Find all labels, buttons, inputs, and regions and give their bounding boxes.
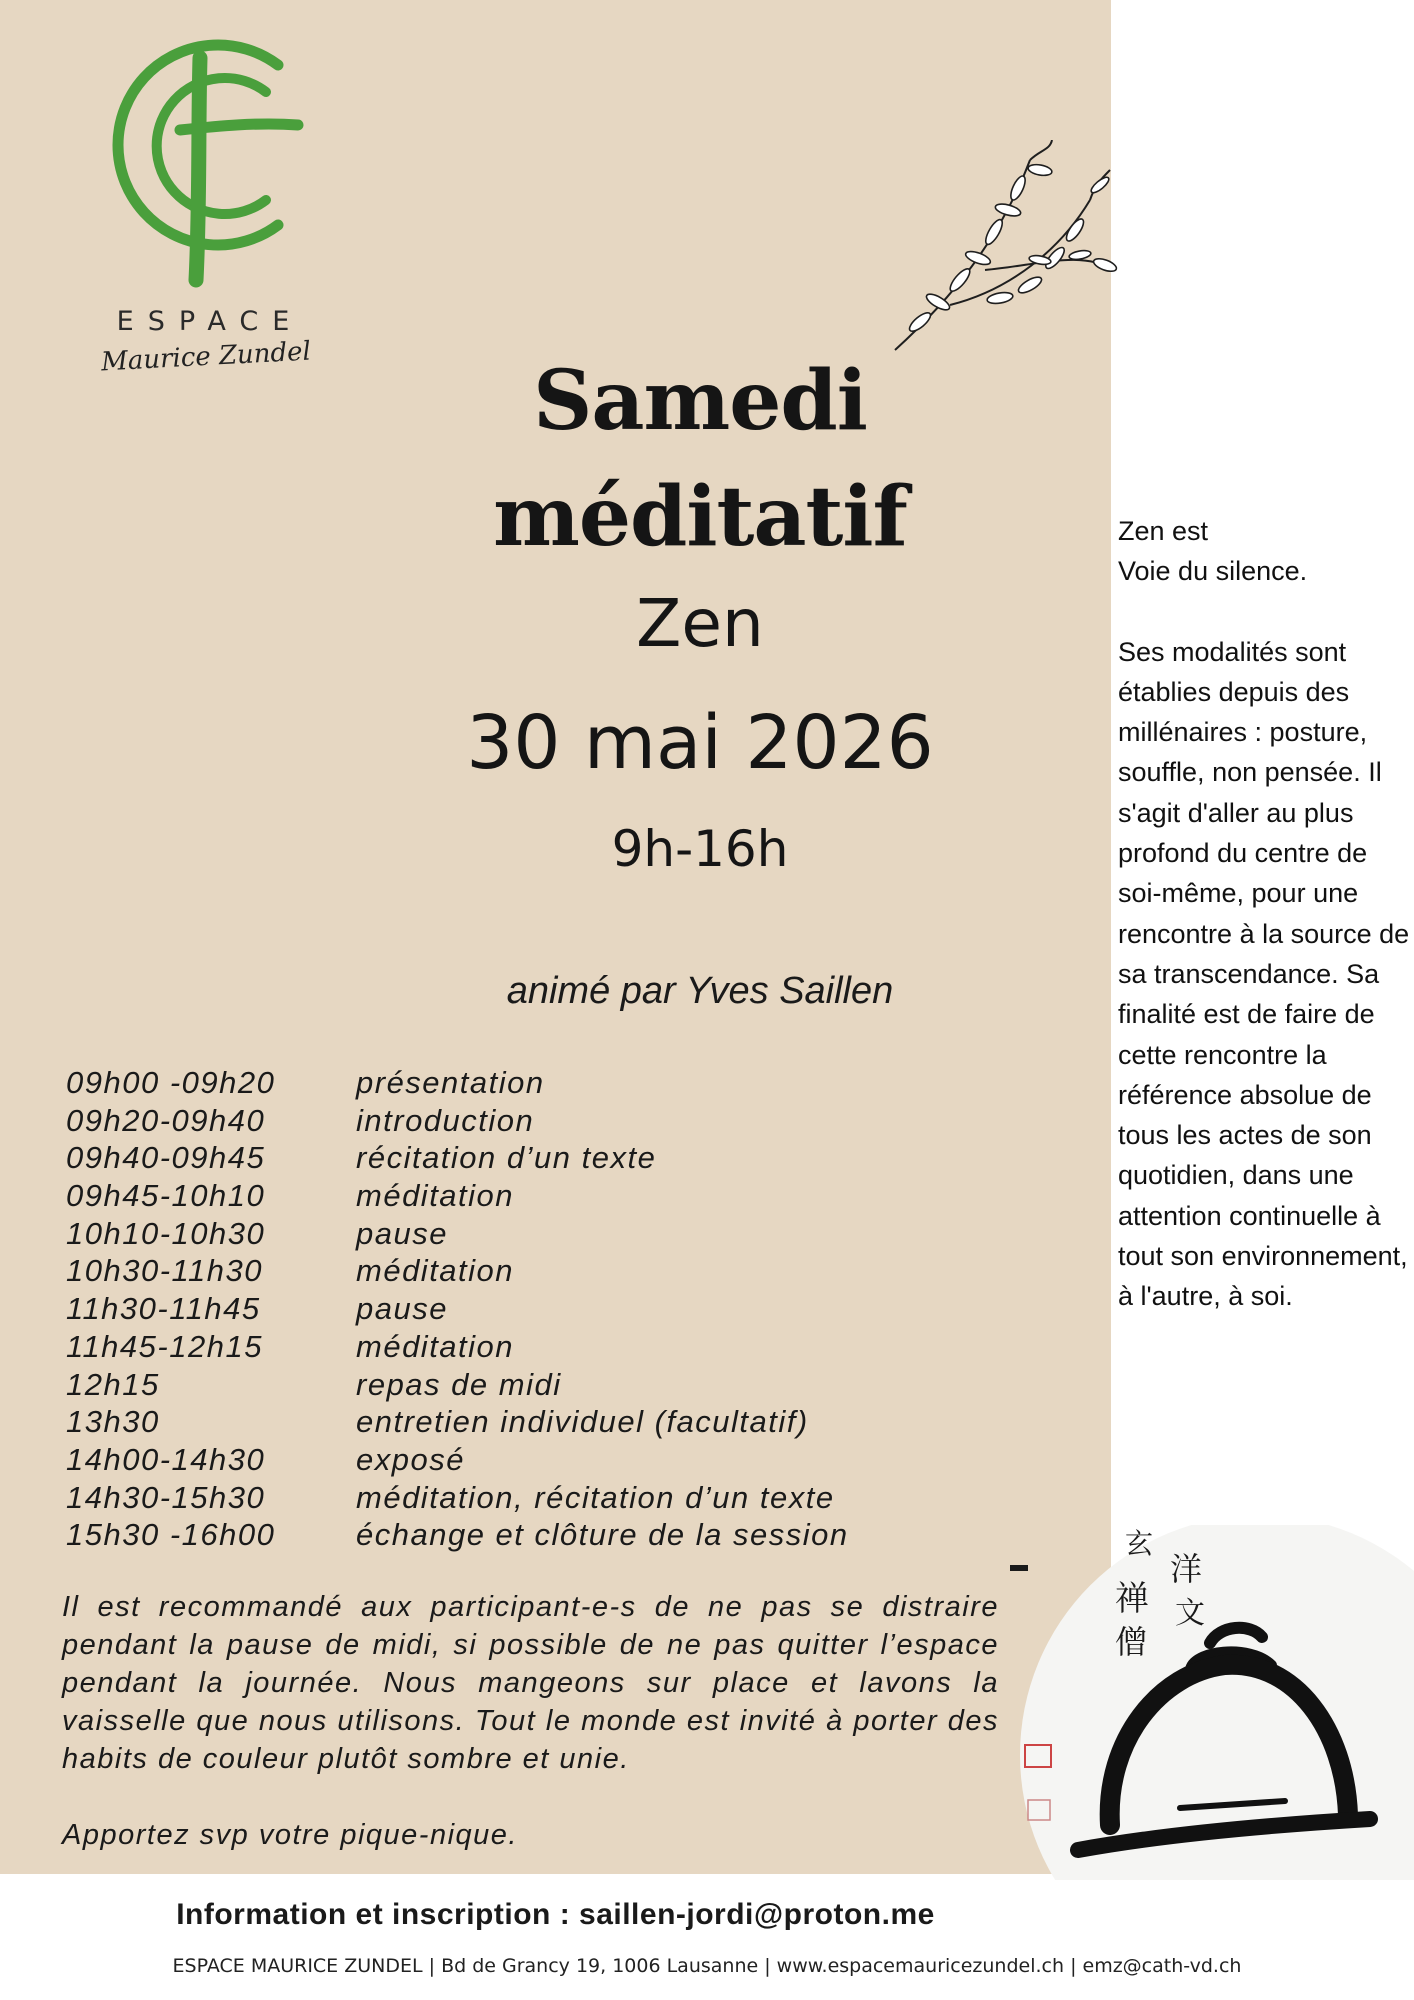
sidebar-body: Ses modalités sont établies depuis des millénaires : posture, souffle, non pensée. Il s'agit d'aller au plus profond du centre de soi-même, pour une rencontre à la source de sa transcendance. Sa finalité est de faire de cette rencontre la référence absolue de tous les actes de son quotidien, dans une attention continuelle à tout son environnement, à l'autre, à soi. bbox=[1118, 636, 1410, 1312]
svg-text:文: 文 bbox=[1175, 1596, 1205, 1631]
schedule-time: 14h30-15h30 bbox=[66, 1479, 266, 1515]
schedule-activity: méditation bbox=[356, 1253, 515, 1289]
schedule-time: 12h15 bbox=[66, 1366, 160, 1402]
schedule-list bbox=[66, 1064, 966, 1554]
schedule-row bbox=[66, 1215, 966, 1253]
schedule-row bbox=[66, 1252, 966, 1290]
schedule-row bbox=[66, 1328, 966, 1366]
schedule-time: 09h00 -09h20 bbox=[66, 1065, 276, 1100]
schedule-row bbox=[66, 1441, 966, 1479]
schedule-activity: méditation, récitation d’un texte bbox=[356, 1479, 835, 1515]
sidebar-intro-2: Voie du silence. bbox=[1118, 556, 1308, 587]
zen-description bbox=[1118, 511, 1410, 1317]
schedule-activity: méditation bbox=[356, 1328, 515, 1364]
footer-address: ESPACE MAURICE ZUNDEL | Bd de Grancy 19, 1006 Lausanne | www.espacemauricezundel.ch | emz@cath-vd.ch bbox=[172, 1955, 1242, 1977]
schedule-time: 11h30-11h45 bbox=[66, 1291, 261, 1327]
subtitle: Zen bbox=[636, 585, 764, 662]
schedule-time: 14h00-14h30 bbox=[66, 1441, 266, 1477]
svg-text:僧: 僧 bbox=[1115, 1623, 1148, 1661]
recommendation-text: Il est recommandé aux participant-e-s de ne pas se distraire pendant la pause de midi, si possible de ne pas quitter l’espace pendant la journée. Nous mangeons sur place et lavons la vaisselle que nous utilisons. Tout le monde est invité à porter des habits de couleur plutôt sombre et unie. bbox=[62, 1591, 999, 1775]
contact-info: Information et inscription : saillen-jordi@proton.me bbox=[176, 1898, 935, 1931]
logo-signature: Maurice Zundel bbox=[100, 336, 312, 378]
title-line-1: Samedi bbox=[533, 353, 867, 449]
event-hours: 9h-16h bbox=[611, 820, 789, 878]
schedule-time: 10h30-11h30 bbox=[66, 1253, 263, 1289]
schedule-time: 15h30 -16h00 bbox=[66, 1517, 276, 1553]
espace-logo bbox=[78, 30, 318, 380]
schedule-activity: introduction bbox=[356, 1102, 535, 1138]
schedule-row bbox=[66, 1290, 966, 1328]
schedule-activity: récitation d’un texte bbox=[356, 1140, 657, 1176]
schedule-activity: méditation bbox=[356, 1178, 515, 1214]
schedule-activity: exposé bbox=[356, 1441, 465, 1477]
schedule-row bbox=[66, 1366, 966, 1404]
schedule-activity: entretien individuel (facultatif) bbox=[356, 1404, 809, 1440]
herb-branch-icon bbox=[890, 140, 1125, 355]
schedule-activity: pause bbox=[356, 1291, 448, 1327]
schedule-row bbox=[66, 1139, 966, 1177]
event-date: 30 mai 2026 bbox=[466, 700, 934, 786]
schedule-activity: pause bbox=[356, 1215, 448, 1251]
schedule-row bbox=[66, 1177, 966, 1215]
schedule-time: 09h20-09h40 bbox=[66, 1102, 266, 1138]
title-line-2: méditatif bbox=[493, 469, 907, 565]
schedule-activity: repas de midi bbox=[356, 1366, 562, 1402]
sidebar-intro-1: Zen est bbox=[1118, 516, 1209, 546]
svg-text:玄: 玄 bbox=[1125, 1527, 1154, 1560]
schedule-time: 09h40-09h45 bbox=[66, 1140, 266, 1176]
schedule-row bbox=[66, 1516, 966, 1554]
animator: animé par Yves Saillen bbox=[506, 970, 894, 1012]
schedule-time: 11h45-12h15 bbox=[66, 1328, 263, 1364]
schedule-row bbox=[66, 1102, 966, 1140]
schedule-row bbox=[66, 1479, 966, 1517]
picnic-note: Apportez svp votre pique-nique. bbox=[62, 1819, 518, 1851]
logo-word: ESPACE bbox=[116, 306, 304, 337]
svg-text:禅: 禅 bbox=[1115, 1579, 1149, 1619]
schedule-time: 10h10-10h30 bbox=[66, 1215, 266, 1251]
schedule-time: 13h30 bbox=[66, 1404, 160, 1440]
zen-calligraphy-image bbox=[1010, 1525, 1414, 1880]
schedule-row bbox=[66, 1403, 966, 1441]
schedule-time: 09h45-10h10 bbox=[66, 1178, 266, 1214]
svg-text:洋: 洋 bbox=[1170, 1550, 1203, 1588]
schedule-activity: échange et clôture de la session bbox=[356, 1517, 849, 1553]
cross-arcs-icon bbox=[78, 30, 318, 310]
schedule-activity: présentation bbox=[356, 1065, 545, 1100]
schedule-row bbox=[66, 1064, 966, 1102]
